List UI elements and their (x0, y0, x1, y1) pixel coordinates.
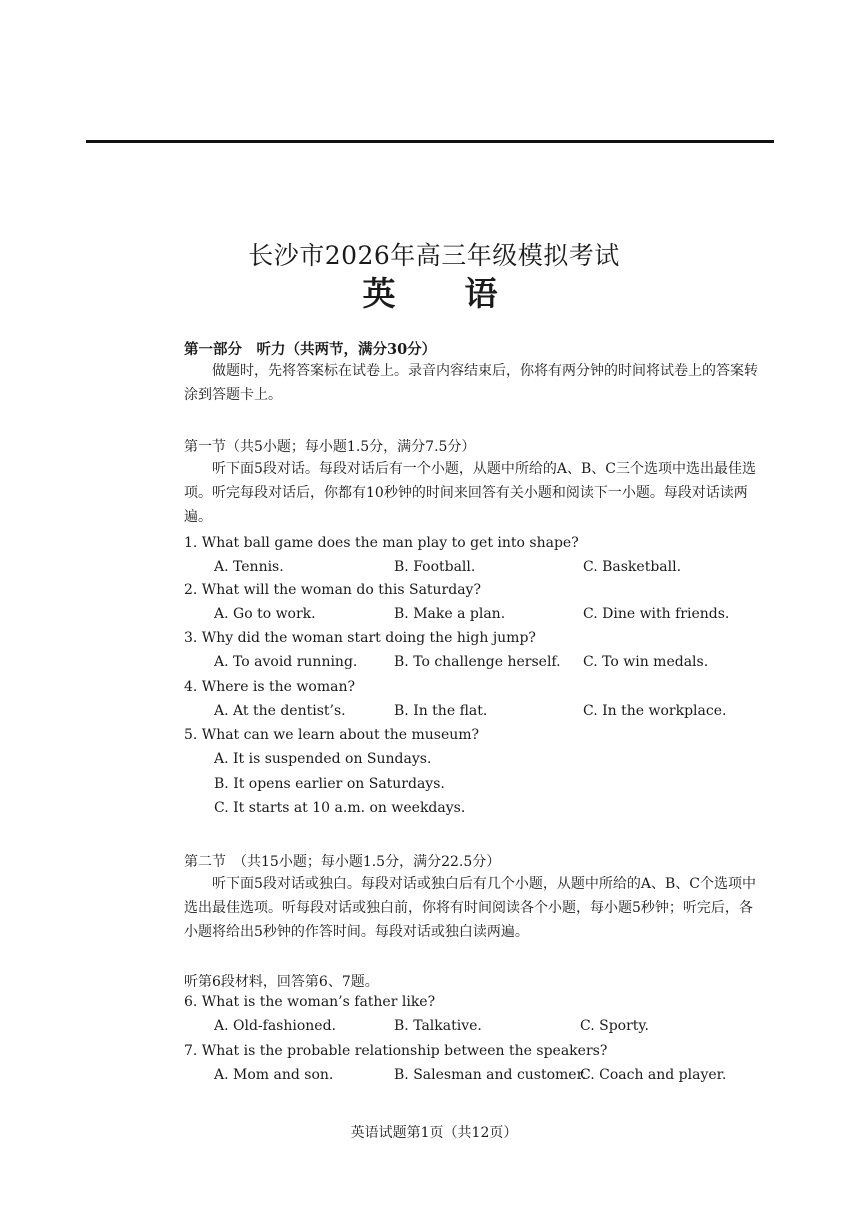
header-rule (86, 140, 774, 143)
part1-instruction-text: 做题时，先将答案标在试卷上。录音内容结束后，你将有两分钟的时间将试卷上的答案转涂到答题卡上。 (184, 363, 758, 403)
q4-option-a: A. At the dentist’s. (214, 703, 346, 719)
q7-option-c: C. Coach and player. (580, 1067, 727, 1083)
material-note: 听第6段材料，回答第6、7题。 (184, 974, 379, 990)
q7-option-b: B. Salesman and customer. (394, 1067, 587, 1083)
q2-option-b: B. Make a plan. (394, 606, 506, 622)
q2-option-a: A. Go to work. (214, 606, 316, 622)
section1-instruction-text: 听下面5段对话。每段对话后有一个小题，从题中所给的A、B、C三个选项中选出最佳选项。听完每段对话后，你都有10秒钟的时间来回答有关小题和阅读下一小题。每段对话读两遍。 (184, 461, 757, 525)
exam-subject: 英 语 (362, 274, 516, 313)
page-footer: 英语试题第1页（共12页） (350, 1125, 518, 1141)
question-2: 2. What will the woman do this Saturday? (184, 582, 481, 598)
q3-option-b: B. To challenge herself. (394, 654, 561, 670)
question-3: 3. Why did the woman start doing the high jump? (184, 630, 536, 646)
question-1: 1. What ball game does the man play to get into shape? (184, 535, 579, 551)
q2-option-c: C. Dine with friends. (583, 606, 730, 622)
q1-option-a: A. Tennis. (214, 559, 284, 575)
section1-instruction (184, 457, 762, 529)
q5-option-a: A. It is suspended on Sundays. (214, 751, 432, 767)
q3-option-a: A. To avoid running. (214, 654, 358, 670)
q6-option-b: B. Talkative. (394, 1018, 482, 1034)
q3-option-c: C. To win medals. (583, 654, 709, 670)
question-6: 6. What is the woman’s father like? (184, 994, 436, 1010)
q1-option-b: B. Football. (394, 559, 476, 575)
q7-option-a: A. Mom and son. (214, 1067, 334, 1083)
section2-instruction-text: 听下面5段对话或独白。每段对话或独白后有几个小题，从题中所给的A、B、C个选项中选出最佳选项。听每段对话或独白前，你将有时间阅读各个小题，每小题5秒钟；听完后，各小题将给出5秒钟的作答时间。每段对话或独白读两遍。 (184, 876, 757, 940)
section2-heading: 第二节 （共15小题；每小题1.5分，满分22.5分） (184, 854, 501, 870)
q5-option-b: B. It opens earlier on Saturdays. (214, 776, 445, 792)
question-5: 5. What can we learn about the museum? (184, 727, 480, 743)
q6-option-a: A. Old-fashioned. (214, 1018, 337, 1034)
q4-option-c: C. In the workplace. (583, 703, 727, 719)
part1-heading: 第一部分 听力（共两节，满分30分） (184, 341, 437, 358)
part1-instruction (184, 359, 762, 407)
exam-title: 长沙市2026年高三年级模拟考试 (248, 241, 620, 270)
q6-option-c: C. Sporty. (580, 1018, 649, 1034)
question-4: 4. Where is the woman? (184, 679, 355, 695)
question-7: 7. What is the probable relationship between the speakers? (184, 1043, 608, 1059)
q5-option-c: C. It starts at 10 a.m. on weekdays. (214, 800, 466, 816)
q1-option-c: C. Basketball. (583, 559, 682, 575)
q4-option-b: B. In the flat. (394, 703, 488, 719)
section2-instruction (184, 872, 762, 944)
section1-heading: 第一节（共5小题；每小题1.5分，满分7.5分） (184, 439, 476, 455)
